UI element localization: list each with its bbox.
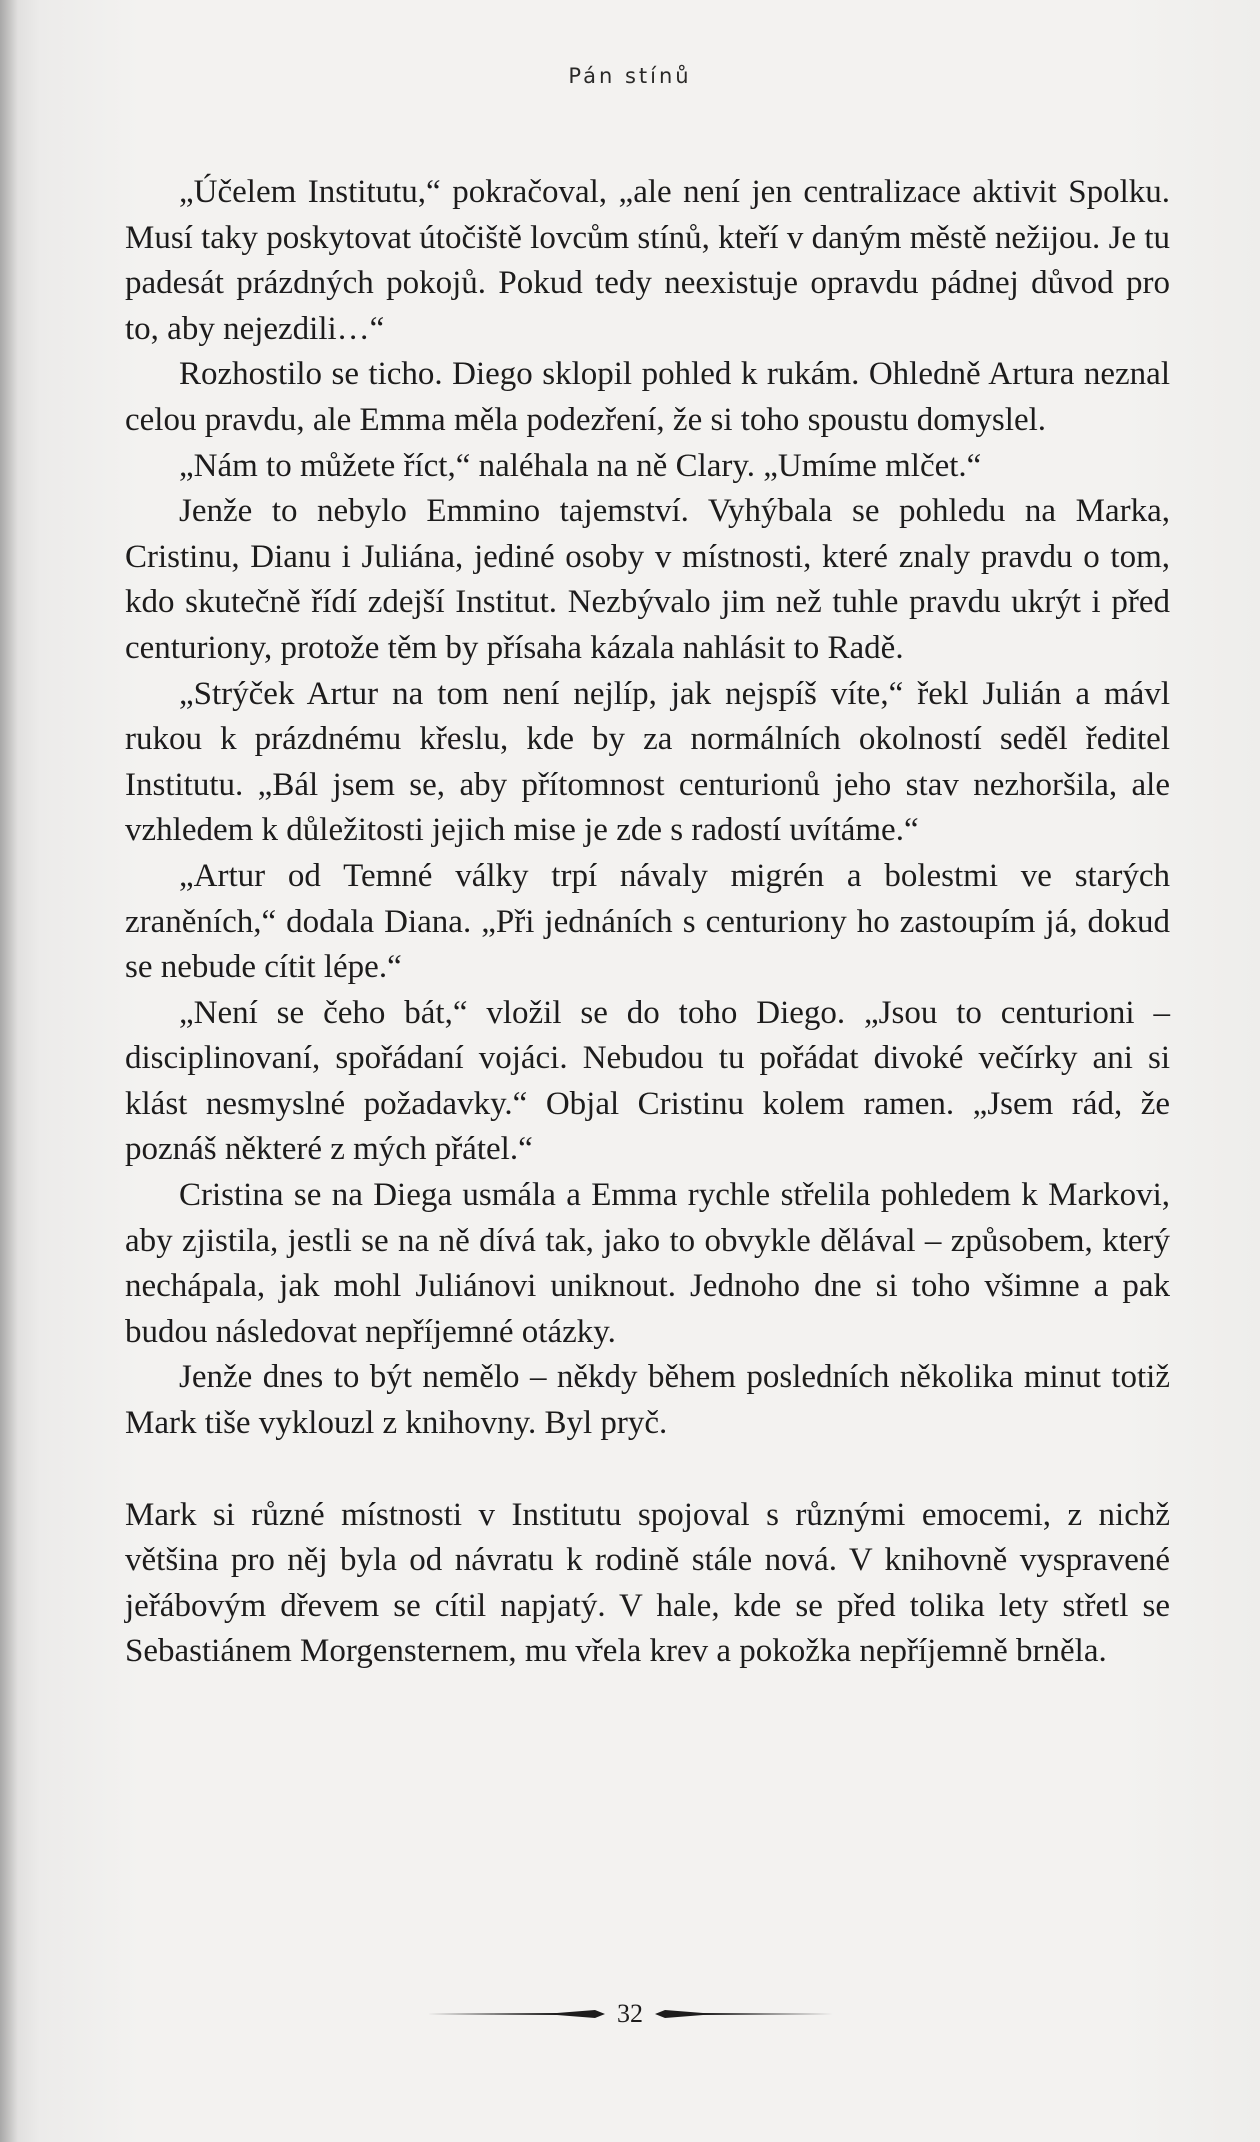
section-break xyxy=(125,1447,1170,1493)
left-ornament-icon xyxy=(427,2007,607,2021)
paragraph-4: Jenže to nebylo Emmino tajemství. Vyhýbala se pohledu na Marka, Cristinu, Dianu i Juliána, jediné osoby v místnosti, které znaly pravdu o tom, kdo skutečně řídí zdejší Institut. Nezbývalo jim než tuhle pravdu ukrýt i před centuriony, protože těm by přísaha kázala nahlásit to Radě. xyxy=(125,493,1170,666)
paragraph-9: Jenže dnes to být nemělo – někdy během posledních několika minut totiž Mark tiše vyklouzl z knihovny. Byl pryč. xyxy=(125,1359,1170,1442)
page-folio xyxy=(0,1994,1260,2034)
right-ornament-icon xyxy=(653,2007,833,2021)
binding-shadow xyxy=(0,0,18,2142)
paragraph-5: „Strýček Artur na tom není nejlíp, jak nejspíš víte,“ řekl Julián a mávl rukou k prázdnému křeslu, kde by za normálních okolností seděl ředitel Institutu. „Bál jsem se, aby přítomnost centurionů jeho stav nezhoršila, ale vzhledem k důležitosti jejich mise je zde s radostí uvítáme.“ xyxy=(125,675,1170,849)
page-number: 32 xyxy=(617,1999,643,2028)
paragraph-1: „Účelem Institutu,“ pokračoval, „ale není jen centralizace aktivit Spolku. Musí taky poskytovat útočiště lovcům stínů, kteří v daným městě nežijou. Je tu padesát prázdných pokojů. Pokud tedy neexistuje opravdu pádnej důvod pro to, aby nejezdili…“ xyxy=(125,174,1170,347)
section-2-paragraph: Mark si různé místnosti v Institutu spojoval s různými emocemi, z nichž většina pro něj byla od návratu k rodině stále nová. V knihovně vyspravené jeřábovým dřevem se cítil napjatý. V hale, kde se před tolika lety střetl se Sebastiánem Morgensternem, mu vřela krev a pokožka nepříjemně brněla. xyxy=(125,1496,1170,1670)
body-text xyxy=(125,170,1170,1675)
paragraph-6: „Artur od Temné války trpí návaly migrén a bolestmi ve starých zraněních,“ dodala Diana. „Při jednáních s centuriony ho zastoupím já, dokud se nebude cítit lépe.“ xyxy=(125,857,1170,986)
paragraph-8: Cristina se na Diega usmála a Emma rychle střelila pohledem k Markovi, aby zjistila, jestli se na ně dívá tak, jako to obvykle dělával – způsobem, který nechápala, jak mohl Juliánovi uniknout. Jednoho dne si toho všimne a pak budou následovat nepříjemné otázky. xyxy=(125,1177,1170,1350)
paragraph-2: Rozhostilo se ticho. Diego sklopil pohled k rukám. Ohledně Artura neznal celou pravdu, ale Emma měla podezření, že si toho spoustu domyslel. xyxy=(125,356,1170,438)
paragraph-7: „Není se čeho bát,“ vložil se do toho Diego. „Jsou to centurioni – disciplinovaní, spořádaní vojáci. Nebudou tu pořádat divoké večírky ani si klást nesmyslné požadavky.“ Objal Cristinu kolem ramen. „Jsem rád, že poznáš některé z mých přátel.“ xyxy=(125,994,1170,1168)
running-head: Pán stínů xyxy=(568,64,692,88)
paragraph-3: „Nám to můžete říct,“ naléhala na ně Clary. „Umíme mlčet.“ xyxy=(179,447,982,484)
